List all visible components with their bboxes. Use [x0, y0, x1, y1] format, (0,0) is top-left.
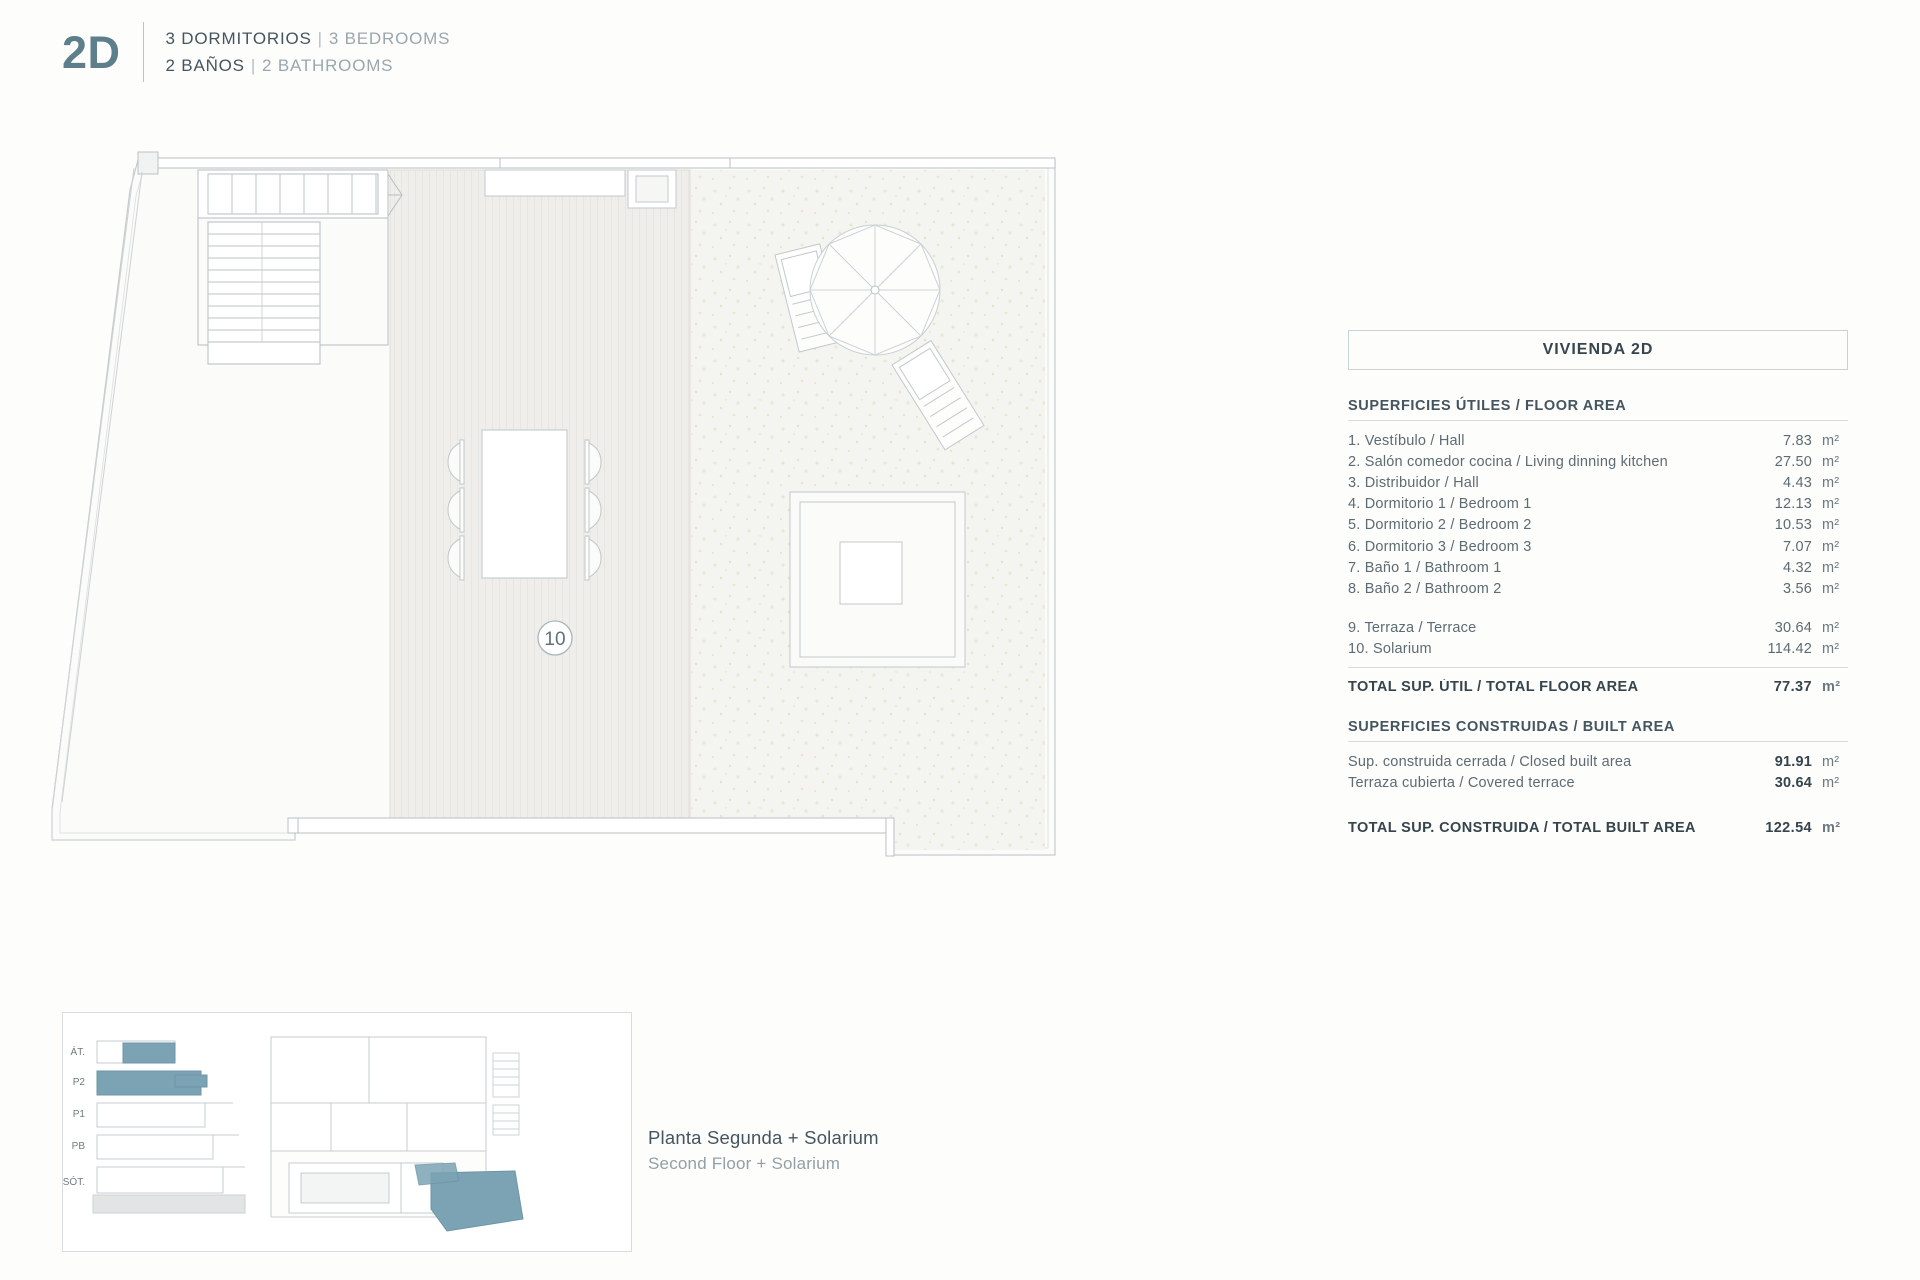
room-label: 6. Dormitorio 3 / Bedroom 3 — [1348, 538, 1532, 555]
table-row — [1348, 494, 1848, 515]
room-label: 5. Dormitorio 2 / Bedroom 2 — [1348, 517, 1532, 534]
site-plan — [271, 1037, 523, 1231]
separator-1: | — [317, 28, 323, 48]
room-value: 4.43 — [1782, 474, 1812, 491]
table-row — [1348, 639, 1848, 660]
section-diagram — [93, 1041, 245, 1213]
table-row — [1348, 472, 1848, 493]
room-value: 27.50 — [1774, 453, 1812, 470]
room-marker-label: 10 — [544, 629, 566, 650]
table-row — [1348, 751, 1848, 772]
spacer — [1348, 794, 1848, 816]
room-value: 3.56 — [1782, 580, 1812, 597]
outdoor-list — [1348, 618, 1848, 660]
total-floor-area-row — [1348, 667, 1848, 698]
room-value: 10.53 — [1774, 517, 1812, 534]
table-row — [1348, 515, 1848, 536]
built-list — [1348, 751, 1848, 793]
panel-title: VIVIENDA 2D — [1542, 341, 1654, 358]
bedrooms-label-es: 3 DORMITORIOS — [165, 28, 312, 48]
area-schedule-panel — [1348, 330, 1848, 838]
table-row — [1348, 578, 1848, 599]
built-unit: m² — [1822, 775, 1840, 792]
bedrooms-line — [166, 29, 451, 49]
room-value: 4.32 — [1782, 559, 1812, 576]
header — [62, 22, 450, 82]
room-label: 3. Distribuidor / Hall — [1348, 474, 1479, 491]
spacer — [1348, 600, 1848, 618]
table-row — [1348, 536, 1848, 557]
built-unit: m² — [1822, 754, 1840, 771]
room-value: 7.07 — [1782, 538, 1812, 555]
room-label: 10. Solarium — [1348, 641, 1432, 658]
room-value: 12.13 — [1774, 496, 1812, 513]
room-label: 2. Salón comedor cocina / Living dinning kitchen — [1348, 453, 1668, 470]
total-built-area-label: TOTAL SUP. CONSTRUIDA / TOTAL BUILT AREA — [1348, 819, 1696, 836]
room-unit: m² — [1822, 641, 1840, 658]
total-built-area-row — [1348, 816, 1848, 839]
level-label-p1: P1 — [72, 1109, 85, 1120]
built-value: 91.91 — [1774, 754, 1812, 771]
built-area-heading: SUPERFICIES CONSTRUIDAS / BUILT AREA — [1348, 719, 1848, 742]
separator-2: | — [250, 55, 257, 75]
total-floor-area-label: TOTAL SUP. ÚTIL / TOTAL FLOOR AREA — [1348, 678, 1639, 695]
room-value: 114.42 — [1767, 641, 1812, 658]
room-label: 4. Dormitorio 1 / Bedroom 1 — [1348, 496, 1532, 513]
panel-title-box — [1348, 330, 1848, 370]
room-unit: m² — [1822, 538, 1840, 555]
total-floor-area-value: 77.37 — [1773, 678, 1812, 695]
total-floor-area-unit: m² — [1822, 678, 1841, 695]
plan-caption — [648, 1125, 879, 1176]
room-unit: m² — [1822, 432, 1840, 449]
room-unit: m² — [1822, 620, 1840, 637]
room-unit: m² — [1822, 474, 1840, 491]
table-row — [1348, 618, 1848, 639]
caption-en: Second Floor + Solarium — [648, 1153, 841, 1173]
built-label: Terraza cubierta / Covered terrace — [1348, 775, 1575, 792]
level-label-sot: SÓT. — [63, 1177, 85, 1188]
room-unit: m² — [1822, 453, 1840, 470]
room-marker-10 — [538, 621, 572, 655]
spacer — [1348, 697, 1848, 719]
level-label-p2: P2 — [72, 1077, 85, 1088]
table-row — [1348, 451, 1848, 472]
room-unit: m² — [1822, 517, 1840, 534]
room-value: 7.83 — [1782, 432, 1812, 449]
table-row — [1348, 557, 1848, 578]
room-list — [1348, 430, 1848, 600]
room-label: 8. Baño 2 / Bathroom 2 — [1348, 580, 1502, 597]
bottom-wall — [288, 818, 894, 856]
room-unit: m² — [1822, 496, 1840, 513]
built-value: 30.64 — [1774, 775, 1812, 792]
built-label: Sup. construida cerrada / Closed built area — [1348, 754, 1632, 771]
caption-es: Planta Segunda + Solarium — [648, 1127, 879, 1148]
pool-feature — [790, 492, 965, 667]
header-subtitles — [166, 29, 451, 76]
table-row — [1348, 430, 1848, 451]
bathrooms-label-es: 2 BAÑOS — [165, 55, 245, 75]
header-divider — [143, 22, 144, 82]
room-label: 9. Terraza / Terrace — [1348, 620, 1477, 637]
level-label-at: ÁT. — [70, 1047, 85, 1058]
room-label: 7. Baño 1 / Bathroom 1 — [1348, 559, 1502, 576]
room-value: 30.64 — [1774, 620, 1812, 637]
key-plan — [62, 1012, 632, 1252]
room-label: 1. Vestíbulo / Hall — [1348, 432, 1465, 449]
unit-code: 2D — [62, 26, 121, 78]
total-built-area-value: 122.54 — [1765, 819, 1812, 836]
table-row — [1348, 773, 1848, 794]
room-unit: m² — [1822, 559, 1840, 576]
floor-plan-drawing — [30, 150, 1350, 1010]
room-unit: m² — [1822, 580, 1840, 597]
floor-area-heading: SUPERFICIES ÚTILES / FLOOR AREA — [1348, 398, 1848, 421]
total-built-area-unit: m² — [1822, 819, 1841, 836]
bathrooms-label-en: 2 BATHROOMS — [262, 55, 394, 75]
level-label-pb: PB — [71, 1141, 85, 1152]
bathrooms-line — [166, 56, 451, 76]
bedrooms-label-en: 3 BEDROOMS — [328, 28, 451, 48]
